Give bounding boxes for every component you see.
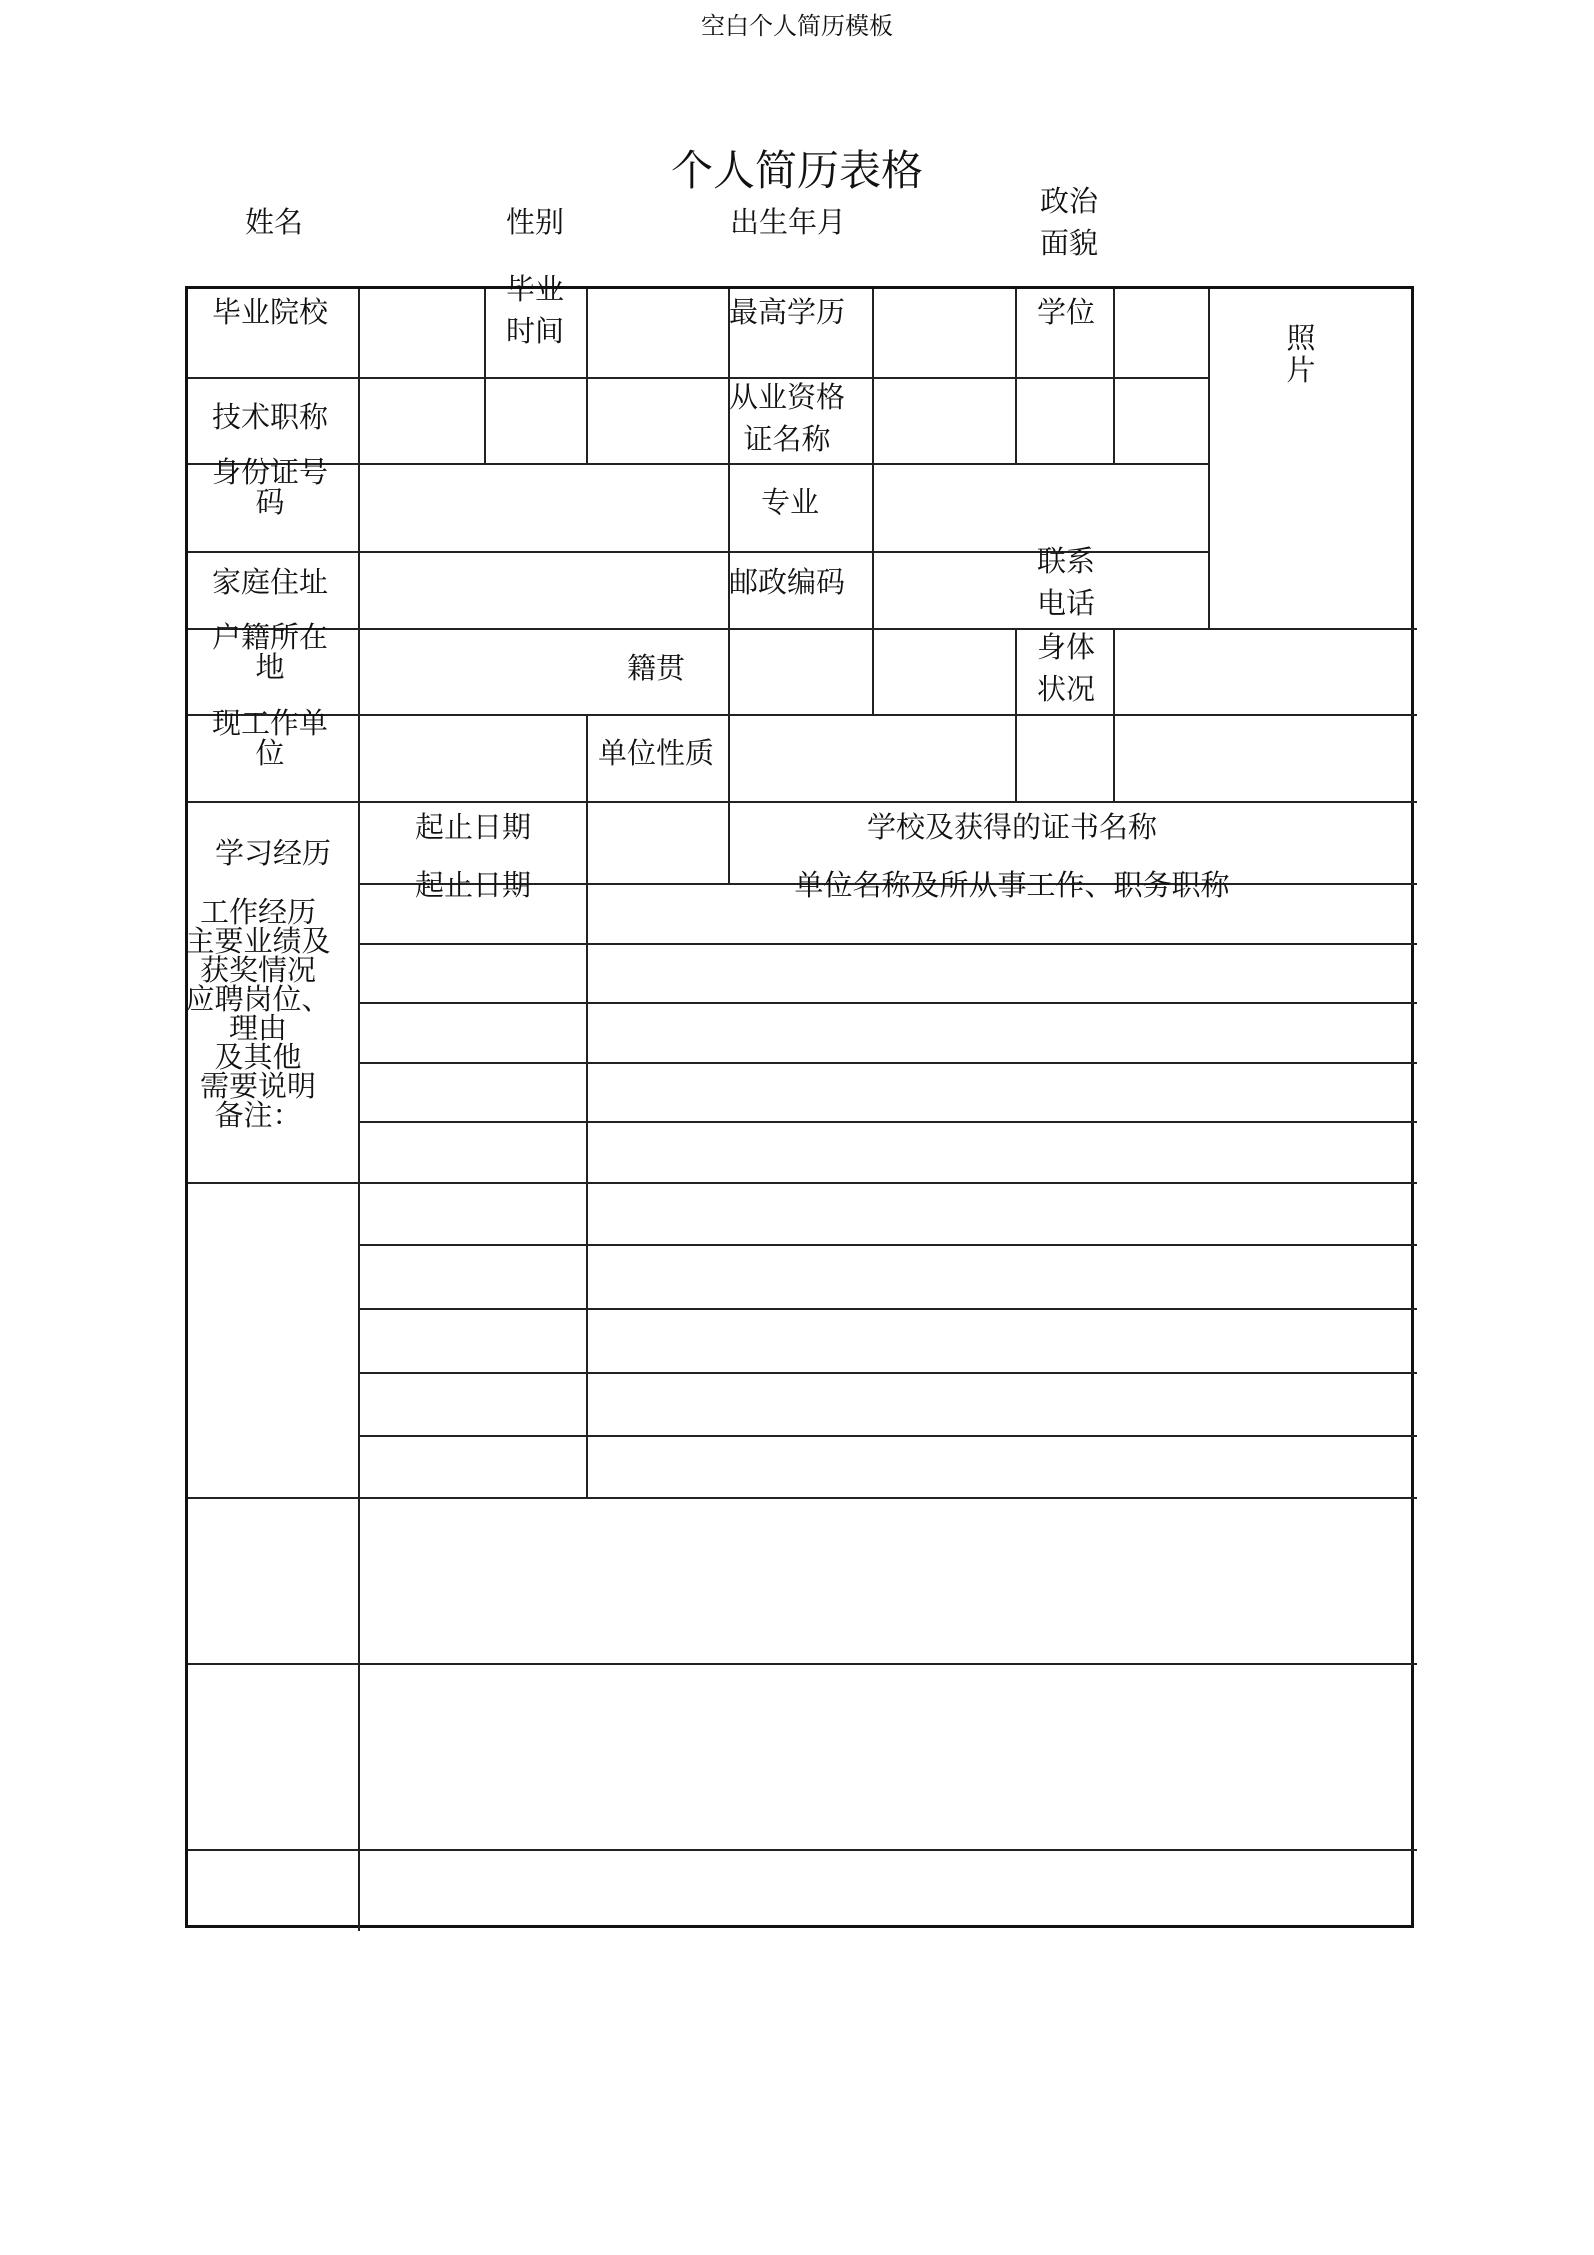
label-health: 身体 状况: [1036, 630, 1096, 706]
label-id-number: 身份证号 码: [211, 455, 329, 519]
label-date-range-study: 起止日期: [414, 810, 532, 844]
label-tech-title: 技术职称: [211, 400, 329, 434]
label-major: 专业: [760, 485, 820, 519]
label-native: 籍贯: [626, 651, 686, 685]
label-grad-time: 毕业 时间: [505, 272, 565, 348]
document-header: 空白个人简历模板: [701, 12, 893, 40]
label-postcode: 邮政编码: [728, 565, 846, 599]
label-employer: 现工作单 位: [211, 706, 329, 770]
label-photo: 照 片: [1286, 321, 1316, 387]
label-cert: 从业资格 证名称: [728, 380, 846, 456]
label-date-range-work: 起止日期: [414, 868, 532, 902]
label-address: 家庭住址: [211, 565, 329, 599]
label-degree: 学位: [1036, 295, 1096, 329]
label-political: 政治 面貌: [1040, 184, 1099, 260]
label-highest-edu: 最高学历: [728, 295, 846, 329]
form-title: 个人简历表格: [670, 146, 923, 195]
label-school-cert: 学校及获得的证书名称: [866, 810, 1158, 844]
label-study-history: 学习经历: [214, 836, 332, 870]
label-gender: 性别: [506, 205, 565, 239]
label-birth: 出生年月: [730, 205, 847, 239]
label-phone: 联系 电话: [1036, 544, 1096, 620]
label-school: 毕业院校: [211, 295, 329, 329]
label-name: 姓名: [245, 205, 304, 239]
resume-table: [185, 286, 1414, 1928]
label-side-notes: 工作经历 主要业绩及 获奖情况 应聘岗位、 理由 及其他 需要说明 备注：: [185, 895, 331, 1132]
label-unit-nature: 单位性质: [597, 736, 715, 770]
label-hukou: 户籍所在 地: [211, 620, 329, 684]
label-work-unit: 单位名称及所从事工作、职务职称: [794, 868, 1230, 902]
